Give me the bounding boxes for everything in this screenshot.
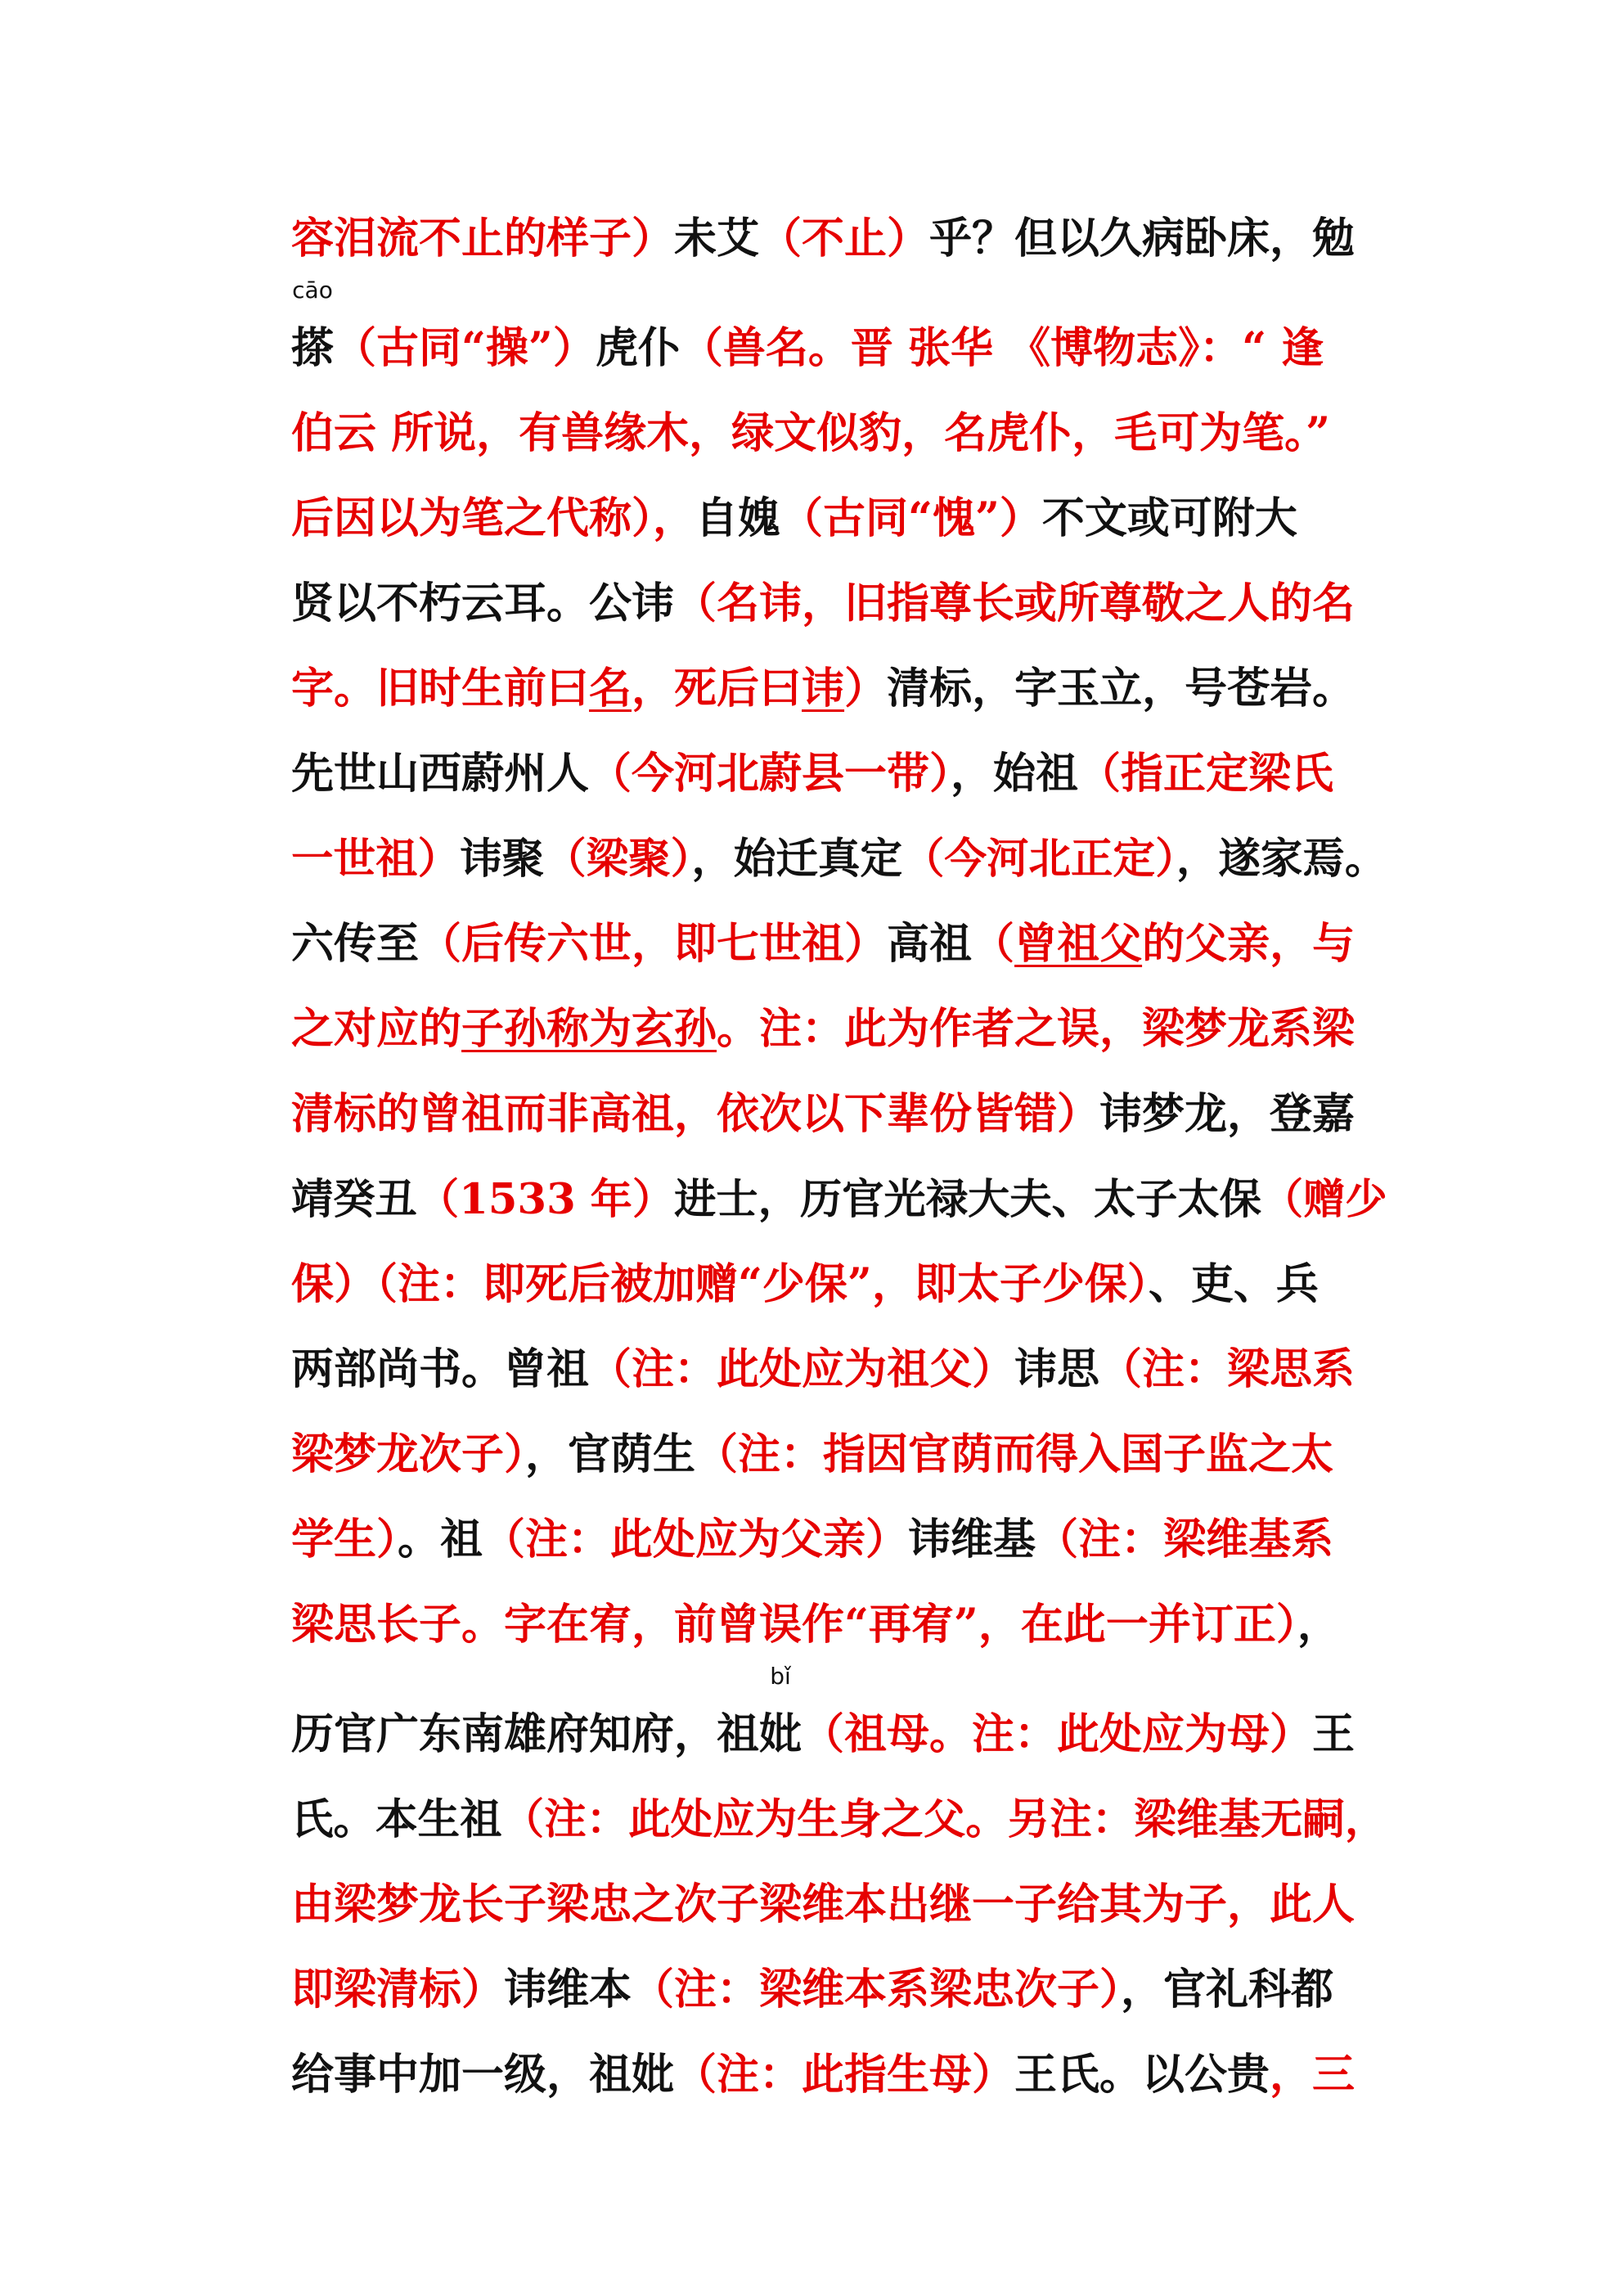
body-text: 进士，历官光禄大夫、太子太保 [674, 1175, 1261, 1224]
body-text: 先世山西蔚州人 [291, 749, 590, 799]
annotation-text: （注：梁维基系 [1036, 1515, 1334, 1564]
body-text: 乎？但以久病卧床，勉 [929, 214, 1355, 263]
body-text: ，始祖 [951, 749, 1079, 799]
body-text: 讳维本 [504, 1965, 632, 2015]
text-line [291, 476, 1387, 561]
text-line [291, 2033, 1387, 2118]
text-line [291, 1327, 1387, 1412]
annotation-text: 学生） [291, 1515, 398, 1564]
annotation-text: 字。旧时生前曰 [291, 664, 590, 714]
annotation-text: ，三 [1270, 2050, 1355, 2100]
annotation-text: 讳 [802, 664, 845, 714]
body-text: ，官荫生 [525, 1429, 696, 1479]
text-line [291, 817, 1387, 902]
annotation-text: （注：此处应为生身之父。另注：梁维基无嗣， [501, 1795, 1387, 1844]
annotation-text: 后因以为笔之代称）， [291, 493, 696, 543]
text-line [291, 1947, 1387, 2033]
annotation-text: （注：梁思系 [1099, 1344, 1355, 1394]
text-line [291, 196, 1387, 281]
annotation-text: 清标的曾祖而非高祖，依次以下辈份皆错） [291, 1089, 1100, 1139]
annotation-text: （注：梁维本系梁忠次子） [632, 1965, 1122, 2015]
text-line [291, 646, 1387, 732]
body-text: 。祖 [398, 1515, 483, 1564]
annotation-text: （注：此处应为父亲） [483, 1515, 909, 1564]
body-text: 未艾 [674, 214, 760, 263]
body-text: ，遂家焉。 [1176, 835, 1387, 884]
annotation-text: （1533 年） [416, 1175, 675, 1224]
annotated-character [759, 1663, 803, 1777]
annotation-text: 即梁清标） [291, 1965, 505, 2015]
body-text: 讳思 [1014, 1344, 1100, 1394]
annotation-text: （古同“愧”） [780, 493, 1042, 543]
annotation-text: 保）（注：即死后被加赠“少保”，即太子少保） [291, 1259, 1149, 1309]
annotation-text: 曾祖父 [1014, 919, 1143, 969]
body-text: 讳梦龙，登嘉 [1099, 1089, 1355, 1139]
body-text: 靖癸丑 [291, 1175, 417, 1224]
body-text: 、吏、兵 [1148, 1259, 1319, 1309]
body-text: 氏。本生祖 [291, 1795, 502, 1844]
body-text: 虎仆 [595, 323, 681, 373]
annotation-text: （不止） [759, 214, 930, 263]
annotation-text: 子孙称为玄孙 [461, 1004, 717, 1054]
annotation-text: 由梁梦龙长子梁忠之次子梁维本出继一子给其为子，此人 [291, 1880, 1355, 1929]
annotation-text: （赠少 [1261, 1175, 1387, 1224]
text-line [291, 1242, 1387, 1327]
body-text: 贤以不朽云耳。公讳 [291, 579, 675, 628]
text-line [291, 1072, 1387, 1157]
annotation-text: 一世祖） [291, 835, 461, 884]
text-line [291, 1777, 1387, 1862]
body-text: 讳维基 [908, 1515, 1036, 1564]
body-text: ，始迁真定 [691, 835, 902, 884]
annotation-text: （指正定梁氏 [1078, 749, 1334, 799]
body-text: ， [1297, 1600, 1340, 1650]
annotation-text: （注：指因官荫而得入国子监之太 [695, 1429, 1334, 1479]
text-line [291, 902, 1387, 987]
text-line [291, 1412, 1387, 1497]
body-text: 历官广东南雄府知府，祖 [291, 1709, 760, 1759]
text-line [291, 1582, 1387, 1668]
body-text: 六传至 [291, 919, 420, 969]
body-text: ，官礼科都 [1121, 1965, 1334, 2015]
text-line [291, 1497, 1387, 1582]
text-line [291, 391, 1387, 476]
annotation-text: （梁聚） [544, 835, 692, 884]
text-line [291, 1663, 1387, 1777]
body-text: 给事中加一级，祖妣 [291, 2050, 675, 2100]
body-text: 不文或可附大 [1041, 493, 1297, 543]
annotation-text: 容泪流不止的样子） [291, 214, 675, 263]
annotation-text: ，死后曰 [632, 664, 803, 714]
text-segment: 妣 [759, 1709, 803, 1759]
annotation-text: 之对应的 [291, 1004, 462, 1054]
annotation-text: （名讳，旧指尊长或所尊敬之人的名 [674, 579, 1355, 628]
annotation-text: （今河北正定） [901, 835, 1176, 884]
text-line [291, 987, 1387, 1072]
annotation-text: 梁梦龙次子） [291, 1429, 526, 1479]
annotation-text: （兽名。晋 张华 《博物志》：“ 逢 [680, 323, 1324, 373]
annotation-text: 的父亲，与 [1142, 919, 1355, 969]
body-text: 王 [1312, 1709, 1355, 1759]
annotation-text: （今河北蔚县一带） [589, 749, 951, 799]
annotation-text: 梁思长子。字在宥，前曾误作“再宥”，在此一并订正） [291, 1600, 1297, 1650]
annotation-text: 。注：此为作者之误，梁梦龙系梁 [717, 1004, 1355, 1054]
text-line [291, 1157, 1387, 1242]
pinyin-annotation: cāo [292, 277, 333, 304]
annotation-text: 伯云 所说，有兽缘木，绿文似豹，名虎仆，毛可为笔。” [291, 408, 1331, 458]
annotation-text: （祖母。注：此处应为母） [802, 1709, 1313, 1759]
body-text: 清标，字玉立，号苍岩。 [887, 664, 1355, 714]
annotated-character [291, 277, 335, 391]
document-page [291, 196, 1387, 2118]
body-text: 讳聚 [460, 835, 545, 884]
annotation-text: （后传六世，即七世祖） [419, 919, 888, 969]
text-segment: 搽 [291, 323, 335, 373]
text-line [291, 277, 1387, 391]
annotation-text: （古同“操”） [334, 323, 596, 373]
text-line [291, 732, 1387, 817]
pinyin-annotation: bǐ [770, 1663, 791, 1690]
text-line [291, 1862, 1387, 1947]
body-text: 高祖 [887, 919, 973, 969]
body-text: 王氏。以公贵 [1014, 2050, 1270, 2100]
body-text: 两部尚书。曾祖 [291, 1344, 590, 1394]
annotation-text: （注：此处应为祖父） [589, 1344, 1015, 1394]
annotation-text: 名 [589, 664, 632, 714]
annotation-text: ） [844, 664, 888, 714]
text-line [291, 561, 1387, 646]
body-text: 自媿 [695, 493, 781, 543]
annotation-text: （注：此指生母） [674, 2050, 1015, 2100]
annotation-text: （ [972, 919, 1015, 969]
